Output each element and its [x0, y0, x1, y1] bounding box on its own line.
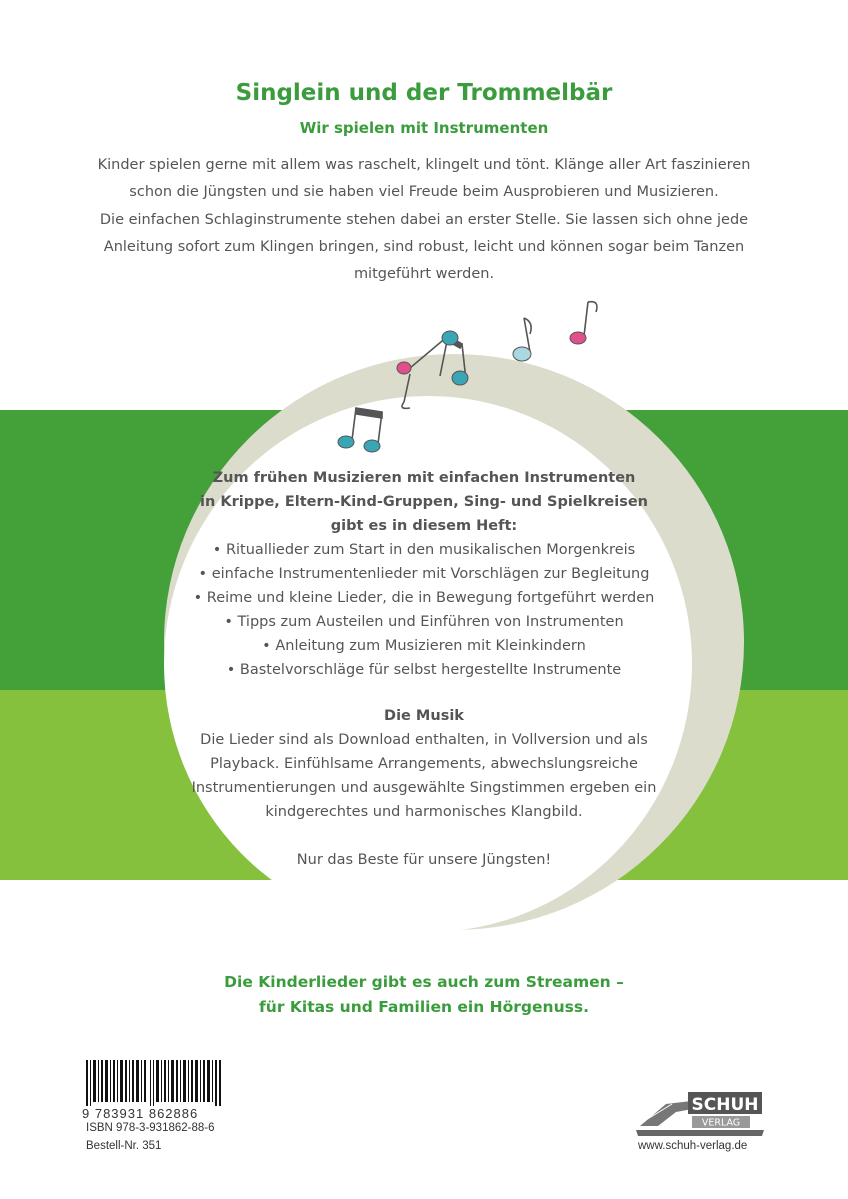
note-head-icon: [513, 347, 531, 361]
bullet-item: • Tipps zum Austeilen und Einführen von Instrumenten: [224, 614, 624, 630]
streaming-line: für Kitas und Familien ein Hörgenuss.: [259, 998, 589, 1016]
note-head-icon: [338, 436, 354, 448]
music-description: Die Lieder sind als Download enthalten, in Vollversion und als Playback. Einfühlsame Arrangements, abwechslungsreiche Instrumentierungen und ausgewählte Singstimmen ergeben ein kindgerechtes und harmonisches Klangbild.: [191, 732, 657, 820]
order-number: Bestell-Nr. 351: [86, 1140, 162, 1152]
circle-lead: [150, 466, 698, 538]
streaming-note: [0, 970, 848, 1020]
bullet-item: • Reime und kleine Lieder, die in Bewegung fortgeführt werden: [193, 590, 655, 606]
schuh-verlag-logo: [636, 1090, 764, 1138]
bullet-item: • Bastelvorschläge für selbst hergestellte Instrumente: [226, 662, 622, 678]
music-heading: Die Musik: [384, 708, 464, 724]
note-head-icon: [570, 332, 586, 344]
closing-line: Nur das Beste für unsere Jüngsten!: [296, 852, 552, 868]
bullet-item: • einfache Instrumentenlieder mit Vorschlägen zur Begleitung: [198, 566, 650, 582]
logo-text: SCHUH: [691, 1095, 759, 1115]
intro-paragraph-2: Die einfachen Schlaginstrumente stehen dabei an erster Stelle. Sie lassen sich ohne jede Anleitung sofort zum Klingen bringen, sind robust, leicht und können sogar beim Tanzen mitgeführt werden.: [99, 212, 749, 282]
note-head-icon: [452, 371, 468, 385]
website-link: www.schuh-verlag.de: [638, 1140, 748, 1152]
logo-subtext: VERLAG: [701, 1117, 741, 1129]
barcode-icon: [86, 1060, 222, 1106]
barcode-digits: 9 783931 862886: [82, 1106, 199, 1121]
lead-line: Zum frühen Musizieren mit einfachen Instrumenten: [212, 470, 636, 486]
page-title: Singlein und der Trommelbär: [235, 80, 613, 106]
streaming-line: Die Kinderlieder gibt es auch zum Streamen –: [224, 973, 624, 991]
content-bullet-list: [150, 538, 698, 682]
note-head-icon: [364, 440, 380, 452]
bullet-item: • Anleitung zum Musizieren mit Kleinkindern: [262, 638, 586, 654]
isbn: ISBN 978-3-931862-88-6: [86, 1122, 215, 1134]
note-head-icon: [397, 362, 411, 374]
intro-paragraph-1: Kinder spielen gerne mit allem was raschelt, klingelt und tönt. Klänge aller Art faszinieren schon die Jüngsten und sie haben viel Freude beim Ausprobieren und Musizieren.: [97, 157, 751, 200]
bullet-item: • Rituallieder zum Start in den musikalischen Morgenkreis: [212, 542, 636, 558]
note-head-icon: [442, 331, 458, 345]
lead-line: in Krippe, Eltern-Kind-Gruppen, Sing- und Spielkreisen: [200, 494, 648, 510]
page-subtitle: Wir spielen mit Instrumenten: [299, 119, 549, 137]
lead-line: gibt es in diesem Heft:: [330, 518, 518, 534]
